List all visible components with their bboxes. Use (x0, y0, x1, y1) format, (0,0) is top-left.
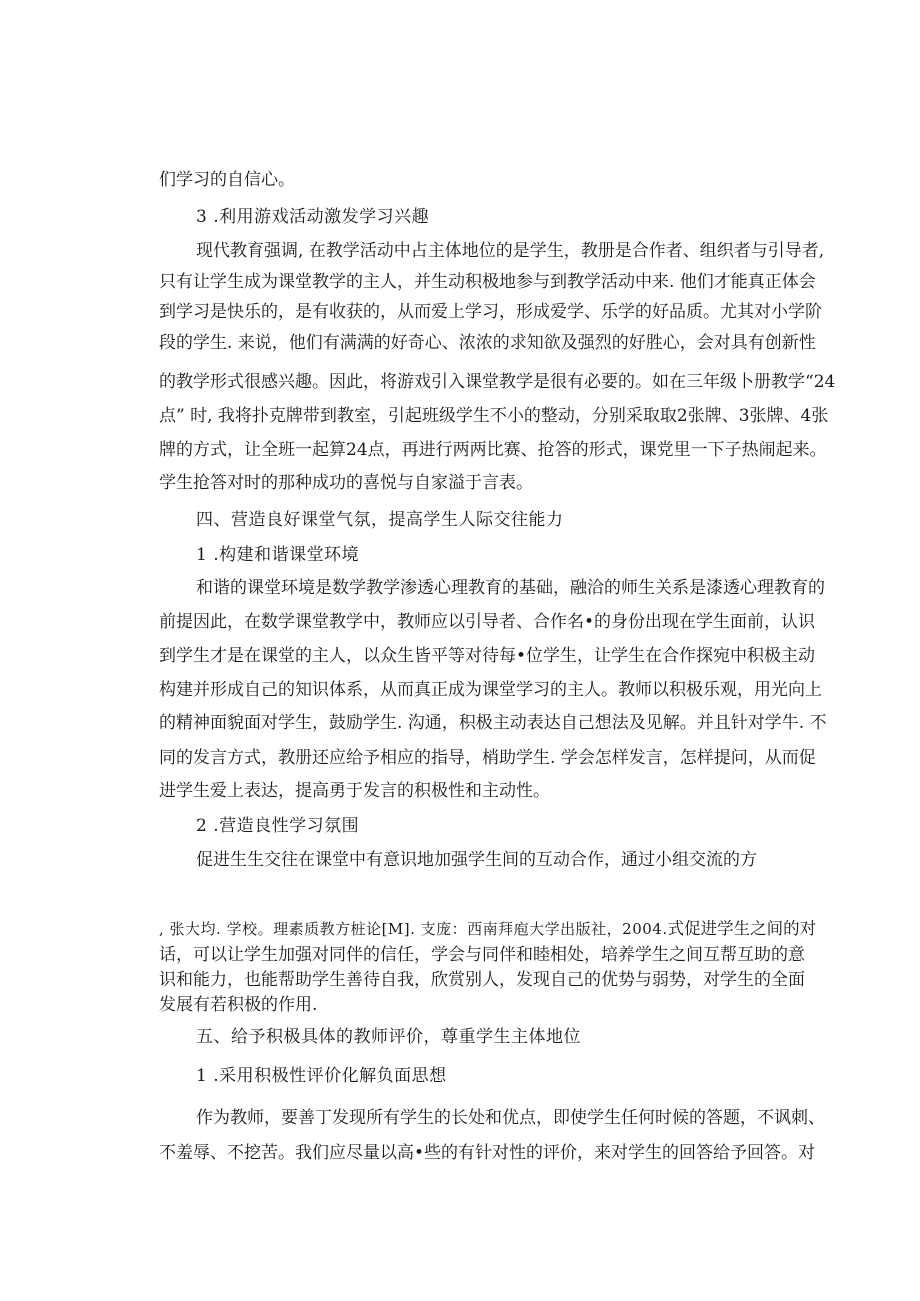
paragraph-line: 只有让学生成为课堂教学的主人，并生动积极地参与到教学活动中来. 他们才能真正体会 (159, 272, 816, 292)
paragraph-line: 到学习是快乐的，是有收获的，从而爱上学习，形成爱学、乐学的好品质。尤其对小学阶 (159, 302, 822, 322)
paragraph-line: 段的学生. 来说，他们有满满的好奇心、浓浓的求知欲及强烈的好胜心，会对具有创新性 (159, 333, 816, 353)
paragraph-line: 进学生爱上表达，提高勇于发言的积极性和主动性。 (159, 781, 550, 801)
paragraph-line: 作为教师，要善丁发现所有学生的长处和优点，即使学生任何时候的答题，不讽刺、 (196, 1108, 825, 1128)
footnote-continuation: 式促进学生之间的对 (667, 919, 817, 938)
footnote-reference: , 张大均. 学校。理素质教方桩论[M]. 支庞：西南拜庖大学出版社，2004. (159, 920, 668, 938)
section-title-five: 五、给予积极具体的教师评价，尊重学生主体地位 (196, 1027, 581, 1047)
paragraph-line: 现代教育强调, 在教学活动中占主体地位的是学生，教册是合作者、组织者与引导者, (196, 241, 825, 261)
subsection-heading-2: 2 .营造良性学习氛围 (196, 816, 360, 836)
paragraph-line: 前提因此，在数学课堂教学中，教师应以引导者、合作名•的身份出现在学生面前，认识 (159, 612, 816, 632)
paragraph-line: 的教学形式很感兴趣。因此，将游戏引入课堂教学是很有必要的。如在三年级卜册教学“24 (159, 372, 836, 392)
paragraph-line: 发展有若积极的作用. (159, 995, 318, 1015)
paragraph-line: 促进生生交往在课堂中有意识地加强学生间的互动合作，通过小组交流的方 (196, 850, 757, 870)
paragraph-line: 构建并形成自己的知识体系，从而真正成为课堂学习的主人。教师以积极乐观，用光向上 (159, 680, 822, 700)
paragraph-line: 不羞辱、不挖苦。我们应尽量以高•些的有针对性的评价，来对学生的回答给予回答。对 (159, 1143, 816, 1163)
section-title-four: 四、营造良好课堂气氛，提高学生人际交往能力 (196, 510, 564, 530)
subsection-heading-1: 1 .采用积极性评价化解负面思想 (196, 1066, 447, 1086)
paragraph-line: 学生抢答对时的那种成功的喜悦与自家溢于言表。 (159, 473, 533, 493)
paragraph-line: 的精神面貌面对学生，鼓励学生. 沟通，积极主动表达自己想法及见解。并且针对学牛. 不 (159, 713, 827, 733)
section-heading-3: 3 .利用游戏活动激发学习兴趣 (196, 207, 430, 227)
paragraph-line: 识和能力，也能帮助学生善待自我，欣赏别人，发现自己的优势与弱势，对学生的全面 (159, 970, 805, 990)
paragraph-line: 同的发言方式，教册还应给予相应的指导，梢助学生. 学会怎样发言，怎样提问，从而促 (159, 748, 816, 768)
paragraph-line: 和谐的课堂环境是数学教学渗透心理教育的基础，融洽的师生关系是漆透心理教育的 (196, 578, 825, 598)
paragraph-line: 话，可以让学生加强对同伴的信任，学会与同伴和睦相处，培养学生之间互帮互助的意 (159, 945, 805, 965)
paragraph-tail-line: 们学习的自信心。 (159, 170, 295, 190)
paragraph-line: 到学生才是在课堂的主人，以众生皆平等对待每•位学生，让学生在合作探宛中积极主动 (159, 646, 816, 666)
paragraph-line: 点” 时, 我将扑克牌带到教室，引起班级学生不小的整动，分别采取取2张牌、3张牌、4张 (159, 406, 829, 426)
paragraph-line: 牌的方式，让全班一起算24点，再进行两两比赛、抢答的形式，课党里一下子热闹起来。 (159, 440, 827, 460)
subsection-heading-1: 1 .构建和谐课堂环境 (196, 545, 360, 565)
footnote-line (159, 917, 817, 941)
